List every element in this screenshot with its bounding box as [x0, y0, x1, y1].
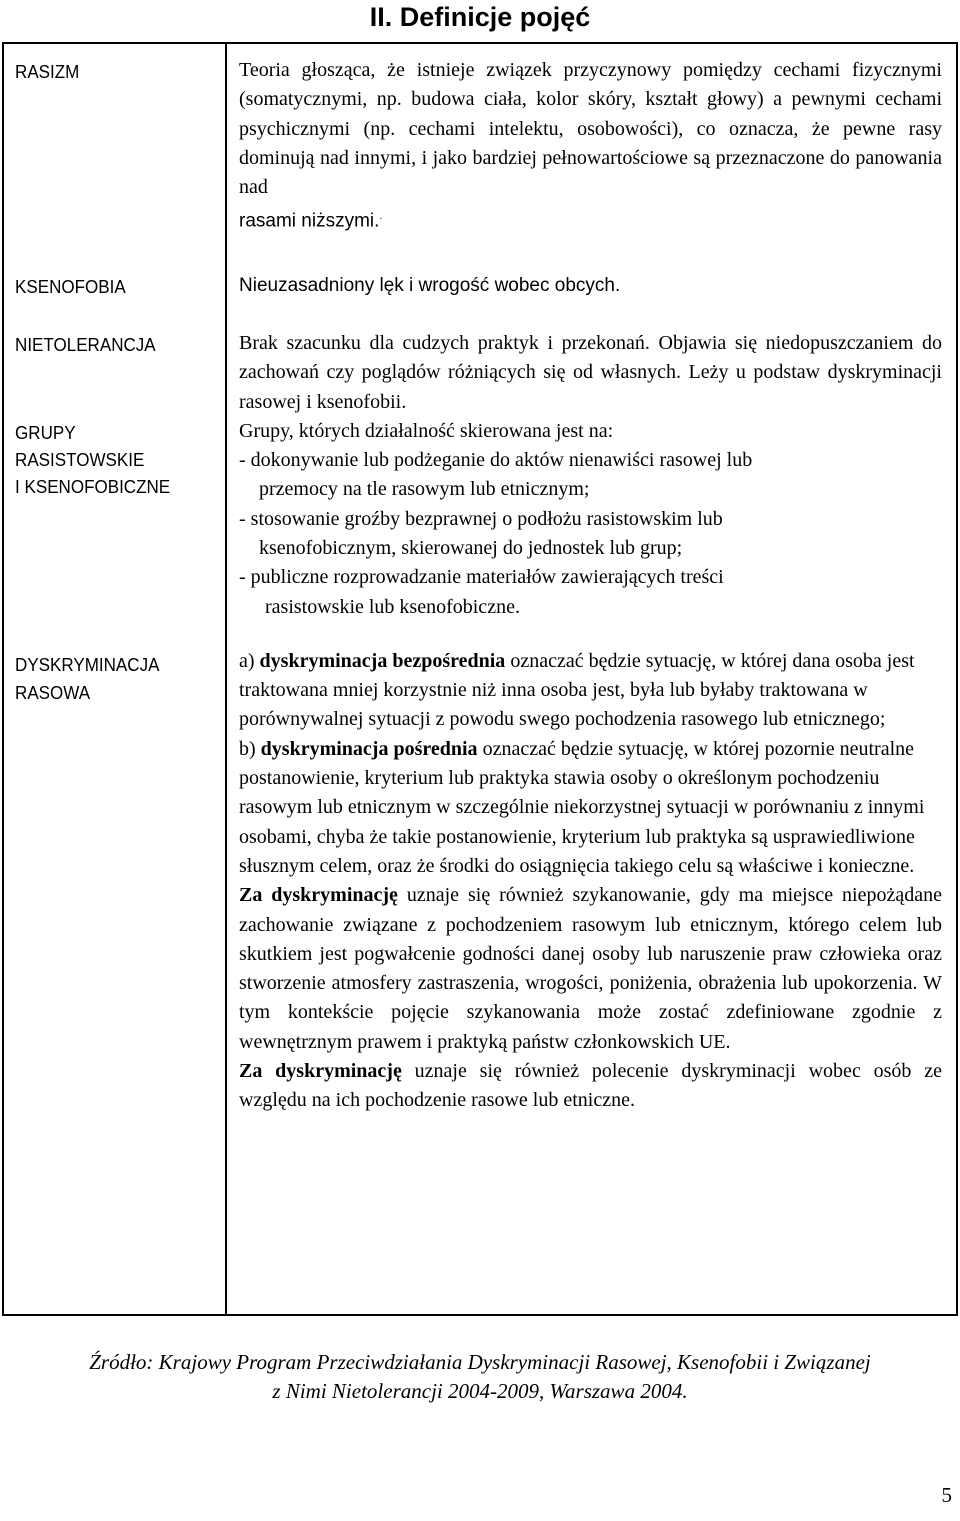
definition-cell	[226, 327, 957, 417]
term-grupy: GRUPY RASISTOWSKIE I KSENOFOBICZNE	[15, 421, 171, 497]
term-dyskryminacja: DYSKRYMINACJA RASOWA	[15, 653, 160, 703]
definition-grupy	[227, 417, 956, 622]
table-row	[3, 269, 957, 327]
list-item: - dokonywanie lub podżeganie do aktów nienawiści rasowej lub	[239, 449, 753, 472]
term-ksenofobia: KSENOFOBIA	[15, 276, 126, 297]
table-row	[3, 417, 957, 641]
list-item-continuation: przemocy na tle rasowym lub etnicznym;	[259, 478, 590, 501]
term-cell	[3, 43, 226, 269]
table-row	[3, 641, 957, 1315]
term-cell	[3, 417, 226, 641]
term-cell	[3, 641, 226, 1315]
source-citation: Źródło: Krajowy Program Przeciwdziałania Dyskryminacji Rasowej, Ksenofobii i Związanej z Nimi Nietolerancji 2004-2009, Warszawa 2004.	[89, 1350, 871, 1403]
definition-cell	[226, 269, 957, 327]
term-cell	[3, 327, 226, 417]
list-item: - publiczne rozprowadzanie materiałów zawierających treści	[239, 566, 724, 589]
definition-dyskryminacja	[227, 641, 956, 1116]
definition-cell	[226, 641, 957, 1315]
paragraph-a: a) dyskryminacja bezpośrednia oznaczać będzie sytuację, w której dana osoba jest traktowana mniej korzystnie niż inna osoba jest, była lub byłaby traktowana w porównywalnej sytuacji z powodu swego pochodzenia rasowego lub etnicznego;	[239, 649, 915, 731]
definition-rasizm: Teoria głosząca, że istnieje związek przyczynowy pomiędzy cechami fizycznymi (somatycznymi, np. budowa ciała, kolor skóry, kształt głowy) a pewnymi cechami psychicznymi (np. cechami intelektu, osobowości), co oznacza, że pewne rasy dominują nad innymi, i jako bardziej pełnowartościowe są przeznaczone do panowania nad rasami niższymi..	[239, 59, 942, 232]
definition-nietolerancja: Brak szacunku dla cudzych praktyk i przekonań. Objawia się niedopuszczaniem do zachowań czy poglądów różniących się od własnych. Leży u podstaw dyskryminacji rasowej i ksenofobii.	[239, 332, 942, 413]
term-cell	[3, 269, 226, 327]
term-rasizm: RASIZM	[15, 61, 80, 82]
list-item: - stosowanie groźby bezprawnej o podłożu rasistowskim lub	[239, 507, 723, 530]
table-row	[3, 43, 957, 269]
definition-ksenofobia: Nieuzasadniony lęk i wrogość wobec obcych.	[239, 275, 621, 296]
list-intro: Grupy, których działalność skierowana jest na:	[239, 419, 614, 442]
term-nietolerancja: NIETOLERANCJA	[15, 334, 156, 355]
definitions-table	[2, 42, 958, 1316]
list-item-continuation: ksenofobicznym, skierowanej do jednostek lub grup;	[259, 537, 683, 560]
section-heading: II. Definicje pojęć	[369, 2, 591, 32]
paragraph-b: b) dyskryminacja pośrednia oznaczać będzie sytuację, w której pozornie neutralne postanowienie, kryterium lub praktyka stawia osoby o określonym pochodzeniu rasowym lub etnicznym w szczególnie niekorzystnej sytuacji w porównaniu z innymi osobami, chyba że takie postanowienie, kryterium lub praktyka są usprawiedliwione słusznym celem, oraz że środki do osiągnięcia takiego celu są właściwe i konieczne.	[239, 737, 925, 877]
page-number: 5	[941, 1483, 952, 1507]
definition-cell	[226, 417, 957, 641]
table-row	[3, 327, 957, 417]
paragraph-d: Za dyskryminację uznaje się również polecenie dyskryminacji wobec osób ze względu na ich pochodzenie rasowe lub etniczne.	[239, 1060, 942, 1112]
definition-cell	[226, 43, 957, 269]
list-item-continuation: rasistowskie lub ksenofobiczne.	[265, 595, 520, 618]
paragraph-c: Za dyskryminację uznaje się również szykanowanie, gdy ma miejsce niepożądane zachowanie związane z pochodzeniem rasowym lub etnicznym, którego celem lub skutkiem jest pogwałcenie godności danej osoby lub naruszenie praw człowieka oraz stworzenie atmosfery zastraszenia, wrogości, poniżenia, obrażenia lub upokorzenia. W tym kontekście pojęcie szykanowania może zostać zdefiniowane zgodnie z wewnętrznym prawem i praktyką państw członkowskich UE.	[239, 884, 942, 1053]
